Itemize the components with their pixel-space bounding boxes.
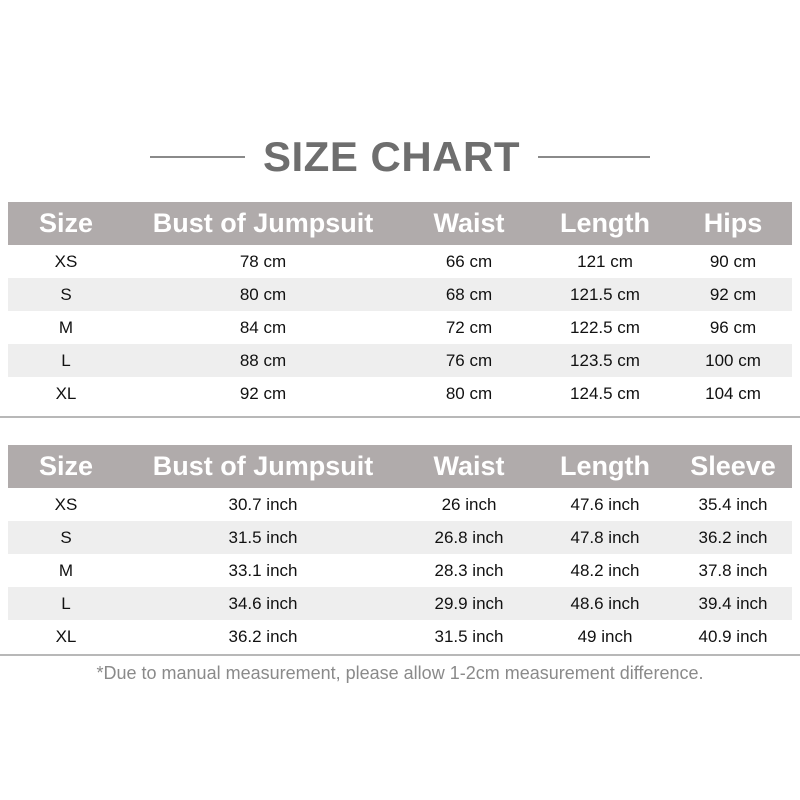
cell-length: 49 inch [577,626,633,646]
cell-length: 124.5 cm [570,383,640,403]
table-row [8,587,792,620]
cell-waist: 26.8 inch [402,521,536,554]
cell-hips: 96 cm [709,317,757,337]
cell-waist: 28.3 inch [434,560,504,580]
title-row [0,130,800,184]
cell-hips: 100 cm [674,344,792,377]
cell-size: L [8,587,124,620]
cell-length: 48.6 inch [536,587,674,620]
cell-sleeve: 36.2 inch [674,521,792,554]
cell-length: 122.5 cm [570,317,640,337]
cell-waist: 72 cm [445,317,493,337]
header-hips: Hips [674,202,792,245]
cell-bust: 33.1 inch [228,560,298,580]
cell-bust: 78 cm [239,251,287,271]
header-waist: Waist [402,202,536,245]
cell-size: XL [55,626,77,646]
title-rule-right [538,156,650,158]
table-row [8,554,792,587]
cell-length: 123.5 cm [536,344,674,377]
header-length: Length [536,445,674,488]
cell-size: XS [54,251,78,271]
cell-size: M [58,317,74,337]
measurement-note: *Due to manual measurement, please allow 1-2cm measurement difference. [96,663,704,683]
cell-size: XS [54,494,78,514]
table-row [8,278,792,311]
size-table-inch [8,445,792,653]
cell-hips: 104 cm [705,383,761,403]
cell-bust: 88 cm [124,344,402,377]
title-rule-left [150,156,245,158]
cell-length: 121.5 cm [536,278,674,311]
header-sleeve: Sleeve [674,445,792,488]
cell-bust: 80 cm [124,278,402,311]
cell-waist: 29.9 inch [402,587,536,620]
cell-size: M [58,560,74,580]
cell-sleeve: 40.9 inch [698,626,768,646]
size-table-cm [8,202,792,410]
cell-bust: 34.6 inch [124,587,402,620]
table-row [8,245,792,278]
cell-length: 48.2 inch [570,560,640,580]
page-title: SIZE CHART [263,133,520,180]
section-divider [0,416,800,418]
cell-size: S [8,278,124,311]
table-row [8,311,792,344]
cell-bust: 36.2 inch [228,626,298,646]
cell-bust: 92 cm [239,383,287,403]
table-row [8,620,792,653]
cell-bust: 31.5 inch [124,521,402,554]
header-bust: Bust of Jumpsuit [124,202,402,245]
cell-length: 47.6 inch [570,494,640,514]
cell-sleeve: 37.8 inch [698,560,768,580]
section-divider [0,654,800,656]
cell-waist: 66 cm [445,251,493,271]
table-header-row [8,445,792,488]
cell-waist: 31.5 inch [434,626,504,646]
cell-waist: 68 cm [402,278,536,311]
table-header-row [8,202,792,245]
table-row [8,344,792,377]
table-row [8,488,792,521]
header-length: Length [536,202,674,245]
header-bust: Bust of Jumpsuit [124,445,402,488]
cell-bust: 84 cm [239,317,287,337]
cell-waist: 80 cm [445,383,493,403]
cell-hips: 90 cm [709,251,757,271]
header-size: Size [8,202,124,245]
cell-hips: 92 cm [674,278,792,311]
header-size: Size [8,445,124,488]
cell-length: 47.8 inch [536,521,674,554]
table-row [8,521,792,554]
cell-length: 121 cm [577,251,633,271]
cell-sleeve: 35.4 inch [698,494,768,514]
cell-waist: 76 cm [402,344,536,377]
header-waist: Waist [402,445,536,488]
cell-size: XL [55,383,77,403]
cell-waist: 26 inch [441,494,497,514]
cell-bust: 30.7 inch [228,494,298,514]
table-row [8,377,792,410]
cell-sleeve: 39.4 inch [674,587,792,620]
cell-size: S [8,521,124,554]
cell-size: L [8,344,124,377]
